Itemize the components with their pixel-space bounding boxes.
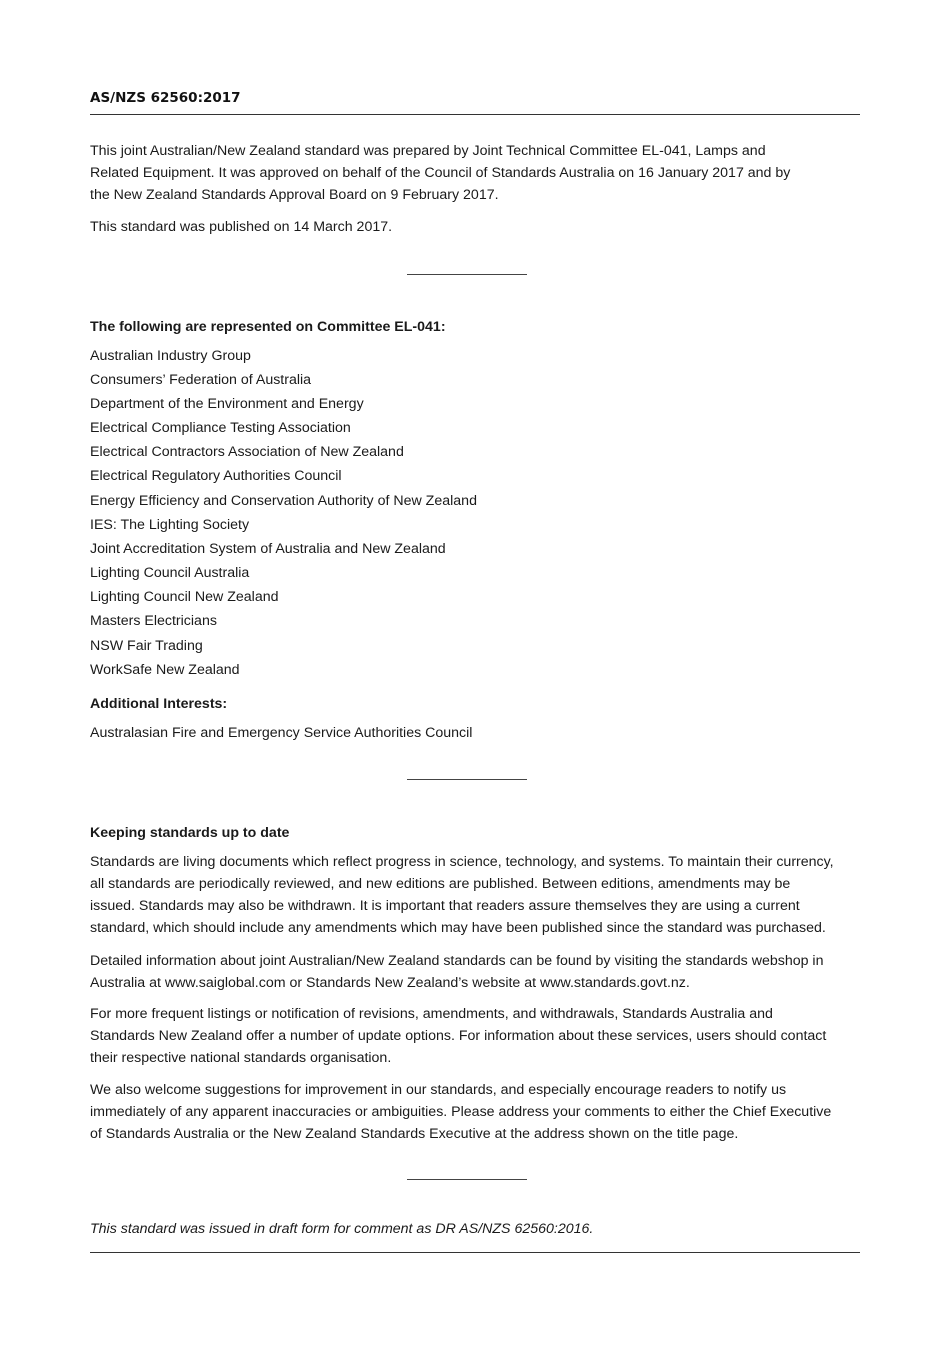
committee-member: IES: The Lighting Society bbox=[90, 517, 250, 533]
additional-interest: Australasian Fire and Emergency Service Authorities Council bbox=[90, 725, 473, 741]
publication-date: This standard was published on 14 March 2017. bbox=[90, 219, 393, 235]
paragraph-line: We also welcome suggestions for improvement in our standards, and especially encourage readers to notify us bbox=[90, 1082, 787, 1098]
paragraph-line: Related Equipment. It was approved on behalf of the Council of Standards Australia on 16 January 2017 and by bbox=[90, 165, 791, 181]
committee-member: NSW Fair Trading bbox=[90, 638, 203, 654]
paragraph-line: immediately of any apparent inaccuracies or ambiguities. Please address your comments to either the Chief Executive bbox=[90, 1104, 832, 1120]
paragraph-line: standard, which should include any amendments which may have been published since the standard was purchased. bbox=[90, 920, 826, 936]
paragraph-line: For more frequent listings or notification of revisions, amendments, and withdrawals, Standards Australia and bbox=[90, 1006, 773, 1022]
committee-member: Energy Efficiency and Conservation Authority of New Zealand bbox=[90, 493, 477, 509]
keeping-paragraph-2 bbox=[90, 950, 860, 994]
committee-heading: The following are represented on Committee EL-041: bbox=[90, 319, 446, 335]
committee-member: Australian Industry Group bbox=[90, 348, 251, 364]
keeping-standards-heading: Keeping standards up to date bbox=[90, 825, 290, 841]
paragraph-line: Standards are living documents which reflect progress in science, technology, and systems. To maintain their currency, bbox=[90, 854, 834, 870]
paragraph-line: of Standards Australia or the New Zealand Standards Executive at the address shown on the title page. bbox=[90, 1126, 739, 1142]
committee-member: Department of the Environment and Energy bbox=[90, 396, 364, 412]
additional-interests-heading: Additional Interests: bbox=[90, 696, 228, 712]
approval-paragraph bbox=[90, 140, 860, 206]
paragraph-line: issued. Standards may also be withdrawn. It is important that readers assure themselves they are using a current bbox=[90, 898, 800, 914]
committee-member: WorkSafe New Zealand bbox=[90, 662, 240, 678]
standard-number-header: AS/NZS 62560:2017 bbox=[90, 90, 860, 115]
committee-member: Lighting Council Australia bbox=[90, 565, 250, 581]
committee-member: Electrical Regulatory Authorities Council bbox=[90, 468, 342, 484]
paragraph-line: the New Zealand Standards Approval Board on 9 February 2017. bbox=[90, 187, 499, 203]
draft-note: This standard was issued in draft form for comment as DR AS/NZS 62560:2016. bbox=[90, 1220, 860, 1253]
paragraph-line: all standards are periodically reviewed, and new editions are published. Between editions, amendments may be bbox=[90, 876, 791, 892]
committee-member: Lighting Council New Zealand bbox=[90, 589, 279, 605]
paragraph-line: Standards New Zealand offer a number of update options. For information about these services, users should contact bbox=[90, 1028, 827, 1044]
paragraph-line: This joint Australian/New Zealand standard was prepared by Joint Technical Committee EL-041, Lamps and bbox=[90, 143, 766, 159]
keeping-paragraph-1 bbox=[90, 851, 860, 939]
keeping-paragraph-3 bbox=[90, 1003, 860, 1069]
committee-member: Electrical Contractors Association of New Zealand bbox=[90, 444, 404, 460]
section-divider bbox=[407, 1179, 527, 1180]
section-divider bbox=[407, 274, 527, 275]
committee-member: Joint Accreditation System of Australia and New Zealand bbox=[90, 541, 446, 557]
committee-member: Electrical Compliance Testing Association bbox=[90, 420, 351, 436]
committee-member: Masters Electricians bbox=[90, 613, 217, 629]
section-divider bbox=[407, 779, 527, 780]
committee-member: Consumers’ Federation of Australia bbox=[90, 372, 312, 388]
paragraph-line: Australia at www.saiglobal.com or Standards New Zealand’s website at www.standards.govt.nz. bbox=[90, 975, 690, 991]
keeping-paragraph-4 bbox=[90, 1079, 860, 1145]
paragraph-line: Detailed information about joint Australian/New Zealand standards can be found by visiting the standards webshop in bbox=[90, 953, 824, 969]
paragraph-line: their respective national standards organisation. bbox=[90, 1050, 392, 1066]
